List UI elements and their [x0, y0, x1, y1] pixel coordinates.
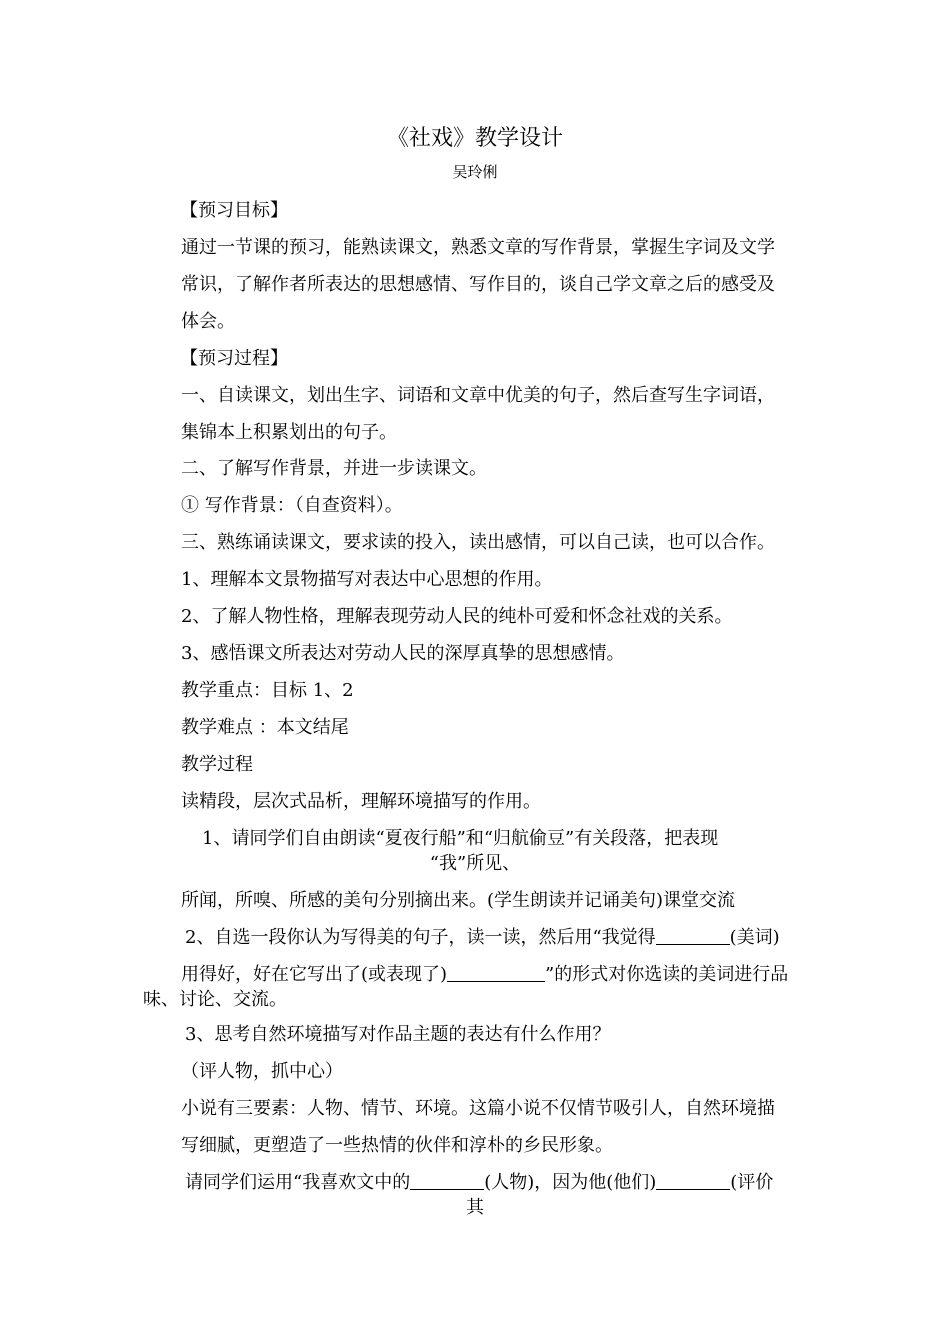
task-line — [185, 926, 780, 950]
list-item: 3、感悟课文所表达对劳动人民的深厚真挚的思想感情。 — [181, 643, 625, 664]
task-line — [181, 963, 788, 987]
task-line: 1、请同学们自由朗读“夏夜行船”和“归航偷豆”有关段落，把表现 — [202, 828, 719, 849]
list-item: 1、理解本文景物描写对表达中心思想的作用。 — [181, 569, 553, 590]
task-text: 用得好，好在它写出了(或表现了) — [181, 964, 448, 985]
fill-blank — [656, 1171, 730, 1190]
task-line: 味、讨论、交流。 — [143, 989, 287, 1010]
teaching-difficulty: 教学难点 ：本文结尾 — [181, 717, 349, 738]
paragraph-line: 集锦本上积累划出的句子。 — [181, 422, 397, 443]
task-text: (美词) — [729, 927, 780, 948]
task-text: ”的形式对你选读的美词进行品 — [545, 964, 789, 985]
goal-line: 通过一节课的预习，能熟读课文，熟悉文章的写作背景，掌握生字词及文学 — [181, 237, 775, 258]
section-heading-process: 【预习过程】 — [180, 348, 288, 369]
author: 吴玲俐 — [452, 163, 498, 181]
task-text: (人物)，因为他(他们) — [484, 1172, 657, 1193]
paragraph-line: 小说有三要素：人物、情节、环境。这篇小说不仅情节吸引人，自然环境描 — [181, 1098, 775, 1119]
paragraph-line: 读精段，层次式品析，理解环境描写的作用。 — [181, 791, 541, 812]
fill-blank — [447, 963, 545, 982]
task-text: (评价 — [730, 1172, 774, 1193]
page-title: 《社戏》教学设计 — [386, 126, 563, 151]
goal-line: 体会。 — [181, 311, 235, 332]
paragraph-line: 一、自读课文，划出生字、词语和文章中优美的句子，然后查写生字词语， — [181, 385, 775, 406]
task-line — [185, 1171, 773, 1195]
teaching-process-heading: 教学过程 — [181, 754, 253, 775]
section-heading-goals: 【预习目标】 — [180, 200, 288, 221]
paragraph-line: 二、了解写作背景，并进一步读课文。 — [181, 458, 487, 479]
paragraph-line: ① 写作背景：（自查资料）。 — [181, 495, 403, 516]
task-line: 其 — [466, 1197, 484, 1218]
task-line: 所闻，所嗅、所感的美句分别摘出来。(学生朗读并记诵美句)课堂交流 — [181, 890, 736, 911]
task-line: “我”所见、 — [429, 853, 521, 874]
goal-line: 常识，了解作者所表达的思想感情、写作目的，谈自己学文章之后的感受及 — [181, 274, 775, 295]
task-text: 请同学们运用“我喜欢文中的 — [185, 1172, 411, 1193]
paragraph-line: 三、熟练诵读课文，要求读的投入，读出感情，可以自己读，也可以合作。 — [181, 532, 775, 553]
paragraph-line: 写细腻，更塑造了一些热情的伙伴和淳朴的乡民形象。 — [181, 1135, 613, 1156]
fill-blank — [656, 926, 730, 945]
task-line: 3、思考自然环境描写对作品主题的表达有什么作用？ — [185, 1024, 611, 1045]
sub-heading: （评人物，抓中心） — [181, 1061, 343, 1082]
teaching-focus: 教学重点：目标 1、2 — [181, 680, 354, 701]
fill-blank — [410, 1171, 484, 1190]
list-item: 2、了解人物性格，理解表现劳动人民的纯朴可爱和怀念社戏的关系。 — [181, 606, 733, 627]
task-text: 2、自选一段你认为写得美的句子，读一读，然后用“我觉得 — [185, 927, 656, 948]
